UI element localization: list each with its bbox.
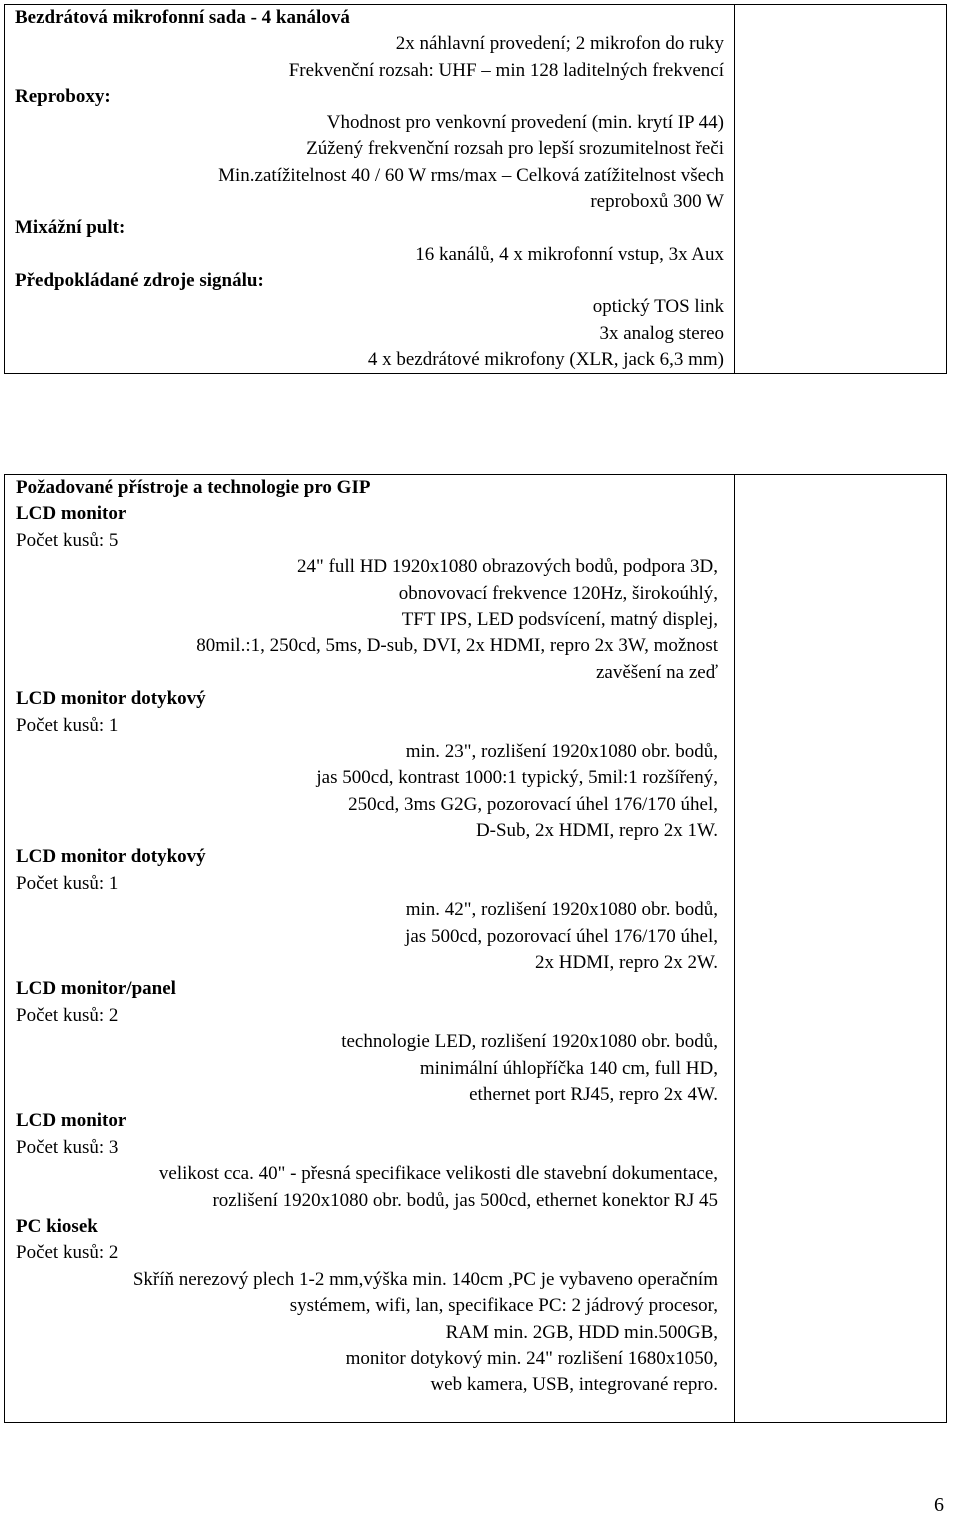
item-spec-line: TFT IPS, LED podsvícení, matný displej, (401, 608, 718, 630)
item-spec-line: 250cd, 3ms G2G, pozorovací úhel 176/170 úhel, (348, 793, 718, 815)
sources-label: Předpokládané zdroje signálu: (15, 269, 264, 291)
audio-price-cell (735, 5, 947, 374)
item-spec-line: web kamera, USB, integrované repro. (430, 1374, 718, 1396)
item-spec-line: RAM min. 2GB, HDD min.500GB, (445, 1321, 718, 1343)
item-name: PC kiosek (16, 1215, 98, 1237)
item-name: LCD monitor (16, 1110, 127, 1132)
item-name: LCD monitor/panel (16, 978, 176, 1000)
item-spec-line: technologie LED, rozlišení 1920x1080 obr. bodů, (341, 1031, 718, 1053)
item-spec-line: systémem, wifi, lan, specifikace PC: 2 jádrový procesor, (289, 1295, 718, 1317)
speaker-line: reproboxů 300 W (590, 191, 724, 213)
speaker-line: Min.zatížitelnost 40 / 60 W rms/max – Celková zatížitelnost všech (218, 164, 724, 186)
item-count: Počet kusů: 2 (16, 1004, 119, 1026)
audio-spec-table (4, 4, 947, 374)
item-spec-line: monitor dotykový min. 24" rozlišení 1680x1050, (345, 1347, 718, 1369)
speaker-line: Zúžený frekvenční rozsah pro lepší srozumitelnost řeči (306, 138, 724, 160)
item-count: Počet kusů: 5 (16, 529, 119, 551)
item-spec-line: jas 500cd, pozorovací úhel 176/170 úhel, (405, 925, 718, 947)
item-spec-line: 24" full HD 1920x1080 obrazových bodů, podpora 3D, (297, 556, 718, 578)
source-line: optický TOS link (592, 296, 724, 318)
item-spec-line: min. 23", rozlišení 1920x1080 obr. bodů, (405, 740, 718, 762)
gip-spec-cell (5, 475, 735, 1423)
audio-spec-cell (5, 5, 735, 374)
page-number: 6 (934, 1494, 944, 1516)
item-spec-line: 2x HDMI, repro 2x 2W. (535, 952, 718, 974)
item-name: LCD monitor dotykový (16, 688, 206, 710)
item-spec-line: rozlišení 1920x1080 obr. bodů, jas 500cd, ethernet konektor RJ 45 (212, 1189, 718, 1211)
item-count: Počet kusů: 1 (16, 872, 119, 894)
item-spec-line: obnovovací frekvence 120Hz, širokoúhlý, (398, 582, 718, 604)
audio-title: Bezdrátová mikrofonní sada - 4 kanálová (15, 7, 350, 28)
item-spec-line: ethernet port RJ45, repro 2x 4W. (469, 1083, 718, 1105)
item-count: Počet kusů: 1 (16, 714, 119, 736)
item-spec-line: D-Sub, 2x HDMI, repro 2x 1W. (475, 820, 718, 842)
source-line: 4 x bezdrátové mikrofony (XLR, jack 6,3 mm) (367, 348, 724, 370)
speakers-label: Reproboxy: (15, 85, 111, 107)
source-line: 3x analog stereo (599, 322, 724, 344)
item-spec-line: min. 42", rozlišení 1920x1080 obr. bodů, (405, 899, 718, 921)
item-spec-line: jas 500cd, kontrast 1000:1 typický, 5mil:1 rozšířený, (316, 767, 718, 789)
gip-title: Požadované přístroje a technologie pro GIP (16, 477, 371, 498)
item-spec-line: Skříň nerezový plech 1-2 mm,výška min. 140cm ,PC je vybaveno operačním (132, 1268, 718, 1290)
item-spec-line: velikost cca. 40" - přesná specifikace velikosti dle stavební dokumentace, (158, 1163, 718, 1185)
speaker-line: Vhodnost pro venkovní provedení (min. krytí IP 44) (326, 112, 724, 134)
mic-line: Frekvenční rozsah: UHF – min 128 laditelných frekvencí (288, 59, 724, 81)
item-spec-line: 80mil.:1, 250cd, 5ms, D-sub, DVI, 2x HDMI, repro 2x 3W, možnost (196, 635, 718, 657)
item-spec-line: zavěšení na zeď (596, 661, 718, 683)
gip-spec-table (4, 474, 947, 1423)
gip-price-cell (735, 475, 947, 1423)
mixer-line: 16 kanálů, 4 x mikrofonní vstup, 3x Aux (415, 243, 724, 265)
item-name: LCD monitor (16, 503, 127, 525)
item-name: LCD monitor dotykový (16, 846, 206, 868)
item-count: Počet kusů: 2 (16, 1242, 119, 1264)
mic-line: 2x náhlavní provedení; 2 mikrofon do ruky (395, 33, 724, 55)
item-count: Počet kusů: 3 (16, 1136, 119, 1158)
mixer-label: Mixážní pult: (15, 217, 126, 239)
item-spec-line: minimální úhlopříčka 140 cm, full HD, (419, 1057, 718, 1079)
